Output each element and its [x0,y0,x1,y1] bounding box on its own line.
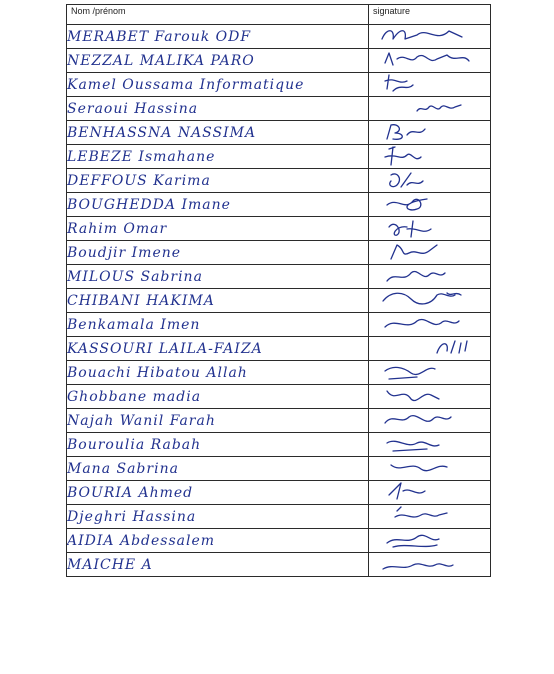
table-row [67,409,491,433]
handwritten-signature [377,505,487,528]
participant-name: Ghobbane madia [67,385,369,409]
participant-name: AIDIA Abdessalem [67,529,369,553]
signature-cell [369,505,491,529]
handwritten-signature [377,217,487,240]
table-row [67,25,491,49]
handwritten-signature [377,457,487,480]
table-header [67,5,491,25]
participant-name: MILOUS Sabrina [67,265,369,289]
handwritten-signature [377,361,487,384]
table-row [67,433,491,457]
signature-cell [369,553,491,577]
participant-name: MAICHE A [67,553,369,577]
participant-name: Seraoui Hassina [67,97,369,121]
table-row [67,289,491,313]
table-row [67,529,491,553]
handwritten-signature [377,385,487,408]
table-row [67,361,491,385]
handwritten-signature [377,553,487,576]
participant-name: DEFFOUS Karima [67,169,369,193]
handwritten-signature [377,241,487,264]
signature-cell [369,433,491,457]
table-row [67,241,491,265]
participant-name: CHIBANI HAKIMA [67,289,369,313]
participant-name: Bouroulia Rabah [67,433,369,457]
handwritten-signature [377,97,487,120]
signature-cell [369,289,491,313]
handwritten-signature [377,313,487,336]
handwritten-signature [377,409,487,432]
signature-cell [369,385,491,409]
signature-cell [369,145,491,169]
table-row [67,553,491,577]
participant-name: BOURIA Ahmed [67,481,369,505]
table-row [67,337,491,361]
handwritten-signature [377,481,487,504]
participant-name: KASSOURI LAILA-FAIZA [67,337,369,361]
table-row [67,97,491,121]
handwritten-signature [377,169,487,192]
handwritten-signature [377,265,487,288]
signature-cell [369,529,491,553]
participant-name: MERABET Farouk ODF [67,25,369,49]
participant-name: Najah Wanil Farah [67,409,369,433]
signature-cell [369,457,491,481]
table-row [67,49,491,73]
signature-cell [369,193,491,217]
table-row [67,217,491,241]
table-row [67,193,491,217]
handwritten-signature [377,49,487,72]
table-row [67,505,491,529]
participant-name: Boudjir Imene [67,241,369,265]
signature-cell [369,73,491,97]
participant-name: LEBEZE Ismahane [67,145,369,169]
signature-cell [369,361,491,385]
signature-cell [369,265,491,289]
signature-cell [369,313,491,337]
signature-cell [369,97,491,121]
table-row [67,145,491,169]
handwritten-signature [377,25,487,48]
table-row [67,457,491,481]
participant-name: BENHASSNA NASSIMA [67,121,369,145]
participant-name: Mana Sabrina [67,457,369,481]
handwritten-signature [377,337,487,360]
participant-name: Rahim Omar [67,217,369,241]
signature-column-header: signature [369,5,491,25]
table-row [67,265,491,289]
handwritten-signature [377,289,487,312]
participant-name: Bouachi Hibatou Allah [67,361,369,385]
signature-cell [369,409,491,433]
handwritten-signature [377,529,487,552]
handwritten-signature [377,193,487,216]
table-row [67,385,491,409]
handwritten-signature [377,433,487,456]
signature-table [66,4,491,577]
signature-cell [369,121,491,145]
name-column-header: Nom /prénom [67,5,369,25]
table-row [67,73,491,97]
signature-cell [369,217,491,241]
signature-cell [369,241,491,265]
signature-cell [369,25,491,49]
signature-cell [369,169,491,193]
participant-name: NEZZAL MALIKA PARO [67,49,369,73]
table-row [67,313,491,337]
participant-name: BOUGHEDDA Imane [67,193,369,217]
participant-name: Kamel Oussama Informatique [67,73,369,97]
handwritten-signature [377,73,487,96]
handwritten-signature [377,121,487,144]
signature-cell [369,49,491,73]
table-row [67,121,491,145]
participant-name: Djeghri Hassina [67,505,369,529]
table-row [67,169,491,193]
signature-cell [369,481,491,505]
signature-cell [369,337,491,361]
table-row [67,481,491,505]
handwritten-signature [377,145,487,168]
attendance-sheet [66,4,490,580]
participant-name: Benkamala Imen [67,313,369,337]
